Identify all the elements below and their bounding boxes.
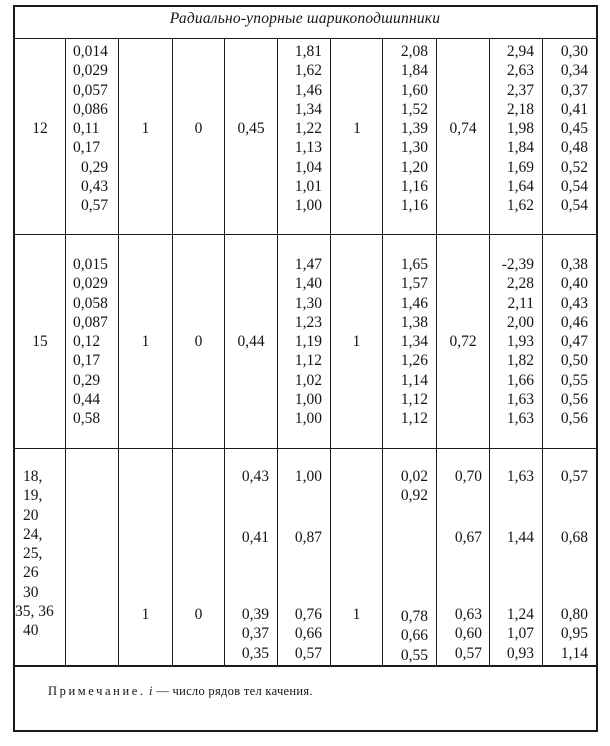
cell: 0,57 <box>81 197 109 215</box>
block2-col2 <box>73 255 118 429</box>
block3-col6-r1: 1,00 <box>294 468 322 485</box>
cell: 0,37 <box>241 625 269 643</box>
cell: 0,54 <box>560 197 588 215</box>
block1-alpha: 12 <box>32 120 48 137</box>
cell: 1,24 <box>506 606 534 623</box>
cell: 1,66 <box>506 371 534 389</box>
block1-col3: 1 <box>141 120 150 137</box>
block3-col9-r2: 0,67 <box>454 529 482 546</box>
cell: 0,57 <box>454 644 482 662</box>
cell: 0,66 <box>400 627 428 645</box>
block1-col5: 0,45 <box>237 120 265 137</box>
block3-col4: 0 <box>194 606 203 623</box>
block1-col9: 0,74 <box>449 120 477 137</box>
cell: 0,12 <box>73 333 101 351</box>
block2-col7: 1 <box>352 333 361 350</box>
block2-col11 <box>543 255 588 429</box>
table-title: Радиально-упорные шарикоподшипники <box>169 10 441 27</box>
cell: 1,38 <box>400 313 428 331</box>
cell: 0,56 <box>560 391 588 409</box>
cell: -2,39 <box>501 256 534 273</box>
cell: 1,22 <box>294 120 322 138</box>
block3-col3: 1 <box>141 606 150 623</box>
cell: 0,45 <box>560 120 588 138</box>
cell: 0,014 <box>73 43 108 60</box>
cell: 18, <box>23 468 43 485</box>
block3-col6-r2: 0,87 <box>294 529 322 546</box>
cell: 1,13 <box>294 139 322 157</box>
cell: 1,65 <box>400 256 428 273</box>
cell: 0,93 <box>506 644 534 662</box>
cell: 1,00 <box>294 410 322 428</box>
block3-col10-r1: 1,63 <box>506 468 534 485</box>
cell: 0,35 <box>241 644 269 662</box>
frame-left <box>13 5 15 732</box>
cell: 1,14 <box>560 644 588 662</box>
cell: 2,00 <box>506 313 534 331</box>
cell: 0,56 <box>560 410 588 428</box>
cell: 0,087 <box>73 313 108 331</box>
cell: 40 <box>23 622 39 640</box>
cell: 2,18 <box>506 100 534 118</box>
cell: 1,12 <box>294 352 322 370</box>
block3-col10-r2: 1,44 <box>506 529 534 546</box>
block2-col9: 0,72 <box>449 333 477 350</box>
cell: 1,64 <box>506 178 534 196</box>
cell: 1,30 <box>294 294 322 312</box>
cell: 1,57 <box>400 275 428 293</box>
cell: 1,47 <box>294 256 322 273</box>
block3-col5-r2: 0,41 <box>241 529 269 546</box>
block2-col5: 0,44 <box>237 333 265 350</box>
col-sep-1 <box>65 38 66 666</box>
cell: 2,63 <box>506 62 534 80</box>
frame-top <box>13 5 598 7</box>
cell: 0,34 <box>560 62 588 80</box>
cell: 1,84 <box>400 62 428 80</box>
cell: 0,54 <box>560 178 588 196</box>
cell: 0,50 <box>560 352 588 370</box>
block2-col8 <box>383 255 428 429</box>
cell: 0,38 <box>560 256 588 273</box>
block3-col9-r1: 0,70 <box>454 468 482 485</box>
cell: 1,63 <box>506 410 534 428</box>
block3-alpha <box>15 467 65 641</box>
block1-col10 <box>490 42 534 216</box>
cell: 0,29 <box>73 371 101 389</box>
cell: 1,84 <box>506 139 534 157</box>
cell: 1,19 <box>294 333 322 351</box>
table-footnote <box>48 684 313 699</box>
title-rule <box>13 38 598 39</box>
cell: 1,81 <box>294 43 322 60</box>
cell: 1,16 <box>400 178 428 196</box>
cell: 1,62 <box>294 62 322 80</box>
cell: 1,63 <box>506 391 534 409</box>
cell: 2,11 <box>507 294 534 312</box>
cell: 24, <box>23 525 43 543</box>
block2-col6 <box>278 255 322 429</box>
block3-col10-r3 <box>490 605 534 663</box>
cell: 2,37 <box>506 81 534 99</box>
block3-col8-r3 <box>383 607 428 665</box>
cell: 0,92 <box>400 487 428 505</box>
cell: 0,40 <box>560 275 588 293</box>
footnote-variable: i <box>149 684 153 698</box>
cell: 0,47 <box>560 333 588 351</box>
cell: 0,17 <box>73 352 101 370</box>
note-rule <box>13 665 598 667</box>
cell: 0,43 <box>560 294 588 312</box>
cell: 1,46 <box>294 81 322 99</box>
cell: 0,086 <box>73 100 108 118</box>
cell: 1,26 <box>400 352 428 370</box>
cell: 0,39 <box>241 606 269 623</box>
cell: 0,41 <box>560 100 588 118</box>
block3-col9-r3 <box>437 605 482 663</box>
cell: 1,20 <box>400 158 428 176</box>
block1-col8 <box>383 42 428 216</box>
cell: 20 <box>23 506 39 524</box>
cell: 30 <box>23 583 39 601</box>
cell: 0,55 <box>560 371 588 389</box>
cell: 0,015 <box>73 256 108 273</box>
block1-col7: 1 <box>353 120 361 137</box>
block2-col3: 1 <box>141 333 150 350</box>
block-sep-2 <box>13 448 598 449</box>
cell: 0,029 <box>73 275 108 293</box>
cell: 1,14 <box>400 371 428 389</box>
cell: 1,04 <box>294 158 322 176</box>
cell: 1,46 <box>400 294 428 312</box>
cell: 0,43 <box>81 178 109 196</box>
block3-col6-r3 <box>278 605 322 663</box>
footnote-label: Примечание. <box>48 684 146 698</box>
cell: 0,57 <box>294 644 322 662</box>
cell: 0,52 <box>560 158 588 176</box>
block3-col11-r2: 0,68 <box>560 529 588 546</box>
cell: 0,63 <box>454 606 482 623</box>
cell: 0,02 <box>400 468 428 485</box>
frame-right <box>596 5 598 732</box>
cell: 0,29 <box>81 158 109 176</box>
block2-col10 <box>490 255 534 429</box>
cell: 0,11 <box>73 120 100 138</box>
cell: 1,00 <box>294 391 322 409</box>
cell: 0,46 <box>560 313 588 331</box>
cell: 0,30 <box>560 43 588 60</box>
block2-col4: 0 <box>194 333 203 350</box>
cell: 35, 36 <box>15 603 54 621</box>
cell: 1,62 <box>506 197 534 215</box>
cell: 0,057 <box>73 81 108 99</box>
cell: 0,60 <box>454 625 482 643</box>
cell: 1,98 <box>506 120 534 138</box>
cell: 2,28 <box>506 275 534 293</box>
cell: 1,40 <box>294 275 322 293</box>
cell: 1,82 <box>506 352 534 370</box>
block1-col2 <box>73 42 118 216</box>
cell: 1,07 <box>506 625 534 643</box>
cell: 1,69 <box>506 158 534 176</box>
cell: 0,44 <box>73 391 101 409</box>
cell: 1,01 <box>294 178 322 196</box>
block3-col11-r3 <box>543 605 588 663</box>
cell: 1,52 <box>400 100 428 118</box>
cell: 0,66 <box>294 625 322 643</box>
col-sep-6 <box>330 38 331 666</box>
footnote-text: — число рядов тел качения. <box>156 684 313 698</box>
cell: 1,39 <box>400 120 428 138</box>
cell: 1,34 <box>294 100 322 118</box>
cell: 19, <box>23 487 43 505</box>
cell: 1,02 <box>294 371 322 389</box>
block1-col11 <box>543 42 588 216</box>
block3-col5-r3 <box>225 605 269 663</box>
block3-col5-r1: 0,43 <box>241 468 269 485</box>
cell: 0,58 <box>73 410 101 428</box>
cell: 1,23 <box>294 313 322 331</box>
cell: 2,08 <box>400 43 428 60</box>
cell: 0,17 <box>73 139 101 157</box>
cell: 0,029 <box>73 62 108 80</box>
cell: 0,37 <box>560 81 588 99</box>
block1-col4: 0 <box>194 120 203 137</box>
cell: 0,95 <box>560 625 588 643</box>
block3-col7: 1 <box>352 606 361 623</box>
cell: 1,12 <box>400 391 428 409</box>
frame-bottom <box>13 730 598 732</box>
block3-col11-r1: 0,57 <box>560 468 588 485</box>
cell: 2,94 <box>506 43 534 60</box>
cell: 1,16 <box>400 197 428 215</box>
cell: 26 <box>23 564 39 582</box>
block3-col8-r1 <box>383 467 428 506</box>
cell: 0,80 <box>560 606 588 623</box>
cell: 0,058 <box>73 294 108 312</box>
cell: 1,93 <box>506 333 534 351</box>
cell: 0,78 <box>400 608 428 625</box>
block1-col6 <box>278 42 322 216</box>
cell: 1,12 <box>400 410 428 428</box>
cell: 0,55 <box>400 646 428 664</box>
cell: 1,00 <box>294 197 322 215</box>
cell: 0,48 <box>560 139 588 157</box>
cell: 1,60 <box>400 81 428 99</box>
cell: 1,34 <box>400 333 428 351</box>
cell: 0,76 <box>294 606 322 623</box>
block2-alpha: 15 <box>32 333 48 350</box>
cell: 25, <box>23 545 43 563</box>
cell: 1,30 <box>400 139 428 157</box>
block-sep-1 <box>13 234 598 235</box>
